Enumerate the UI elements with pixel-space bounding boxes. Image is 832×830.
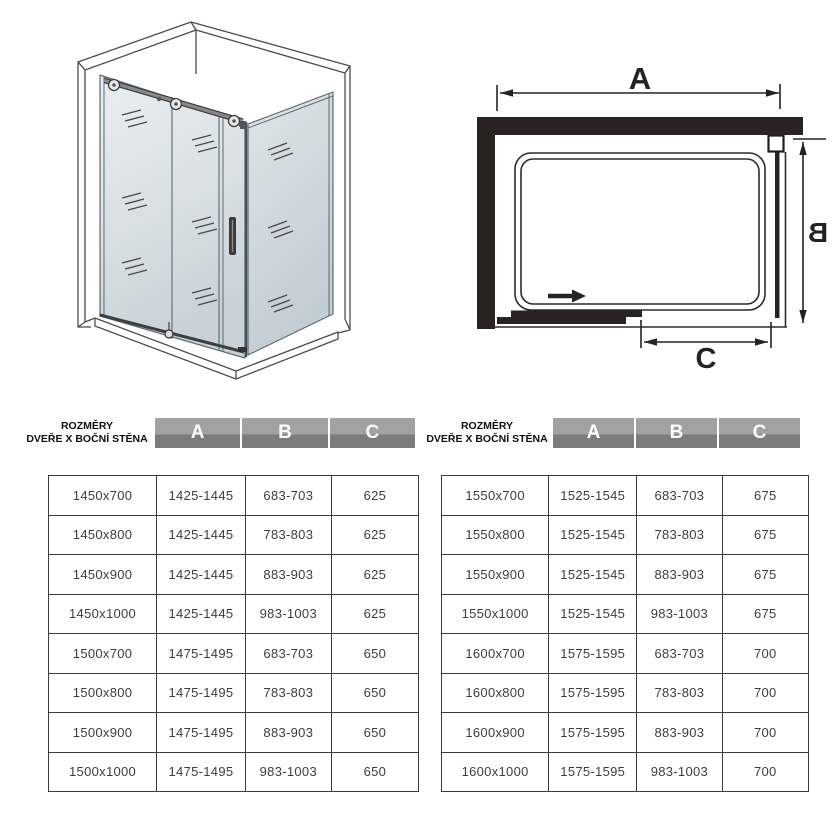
plan-diagram (477, 61, 828, 375)
column-header-a: A (553, 418, 634, 448)
table-row (49, 516, 418, 556)
dimension-arrow (766, 89, 779, 96)
dimension-cell: 983-1003 (637, 753, 722, 792)
table-row (49, 753, 418, 792)
size-cell: 1550x900 (442, 555, 549, 594)
dimension-cell: 675 (753, 606, 777, 622)
dimension-cell: 983-1003 (246, 753, 332, 792)
size-cell: 1600x1000 (442, 753, 549, 792)
side-wall-bar (477, 117, 495, 329)
size-cell: 1500x700 (49, 634, 157, 673)
dimension-cell: 1525-1545 (549, 516, 637, 555)
door-handle (229, 217, 236, 255)
size-cell: 1600x700 (442, 634, 549, 673)
dimension-cell: 625 (363, 606, 387, 622)
table-title (20, 417, 154, 449)
dimension-arrow (500, 89, 513, 96)
side-panel-glass (248, 92, 333, 355)
bottom-guide (238, 347, 247, 352)
table-header (155, 418, 415, 448)
dimension-cell: 1525-1545 (549, 476, 637, 515)
dimension-arrow (755, 338, 768, 345)
dimension-cell: 1525-1545 (549, 555, 637, 594)
slide-direction-arrow-icon (548, 290, 586, 303)
dimension-cell: 983-1003 (246, 595, 332, 634)
left-wall (78, 22, 196, 70)
size-cell: 1450x800 (49, 516, 157, 555)
dimension-cell: 883-903 (246, 713, 332, 752)
table-row (442, 713, 808, 753)
dimension-cell: 1525-1545 (549, 595, 637, 634)
dimension-cell: 783-803 (246, 516, 332, 555)
size-cell: 1600x900 (442, 713, 549, 752)
dimension-cell: 1425-1445 (157, 476, 246, 515)
table-title-line1: ROZMĚRY (60, 420, 114, 432)
size-cell: 1450x700 (49, 476, 157, 515)
dim-a-label: A (628, 61, 652, 96)
dimension-cell: 1575-1595 (549, 674, 637, 713)
dimension-table (48, 475, 419, 792)
dimension-cell: 683-703 (637, 634, 722, 673)
dimension-cell: 783-803 (246, 674, 332, 713)
door-panels (497, 311, 642, 325)
dimension-cell: 1475-1495 (157, 713, 246, 752)
table-row (49, 674, 418, 714)
size-cell: 1600x800 (442, 674, 549, 713)
fixed-glass-line (775, 152, 780, 318)
dim-b-label: B (807, 217, 829, 248)
dimension-arrow (799, 310, 806, 323)
size-cell: 1500x900 (49, 713, 157, 752)
back-wall (191, 22, 350, 73)
dimension-cell: 625 (363, 566, 387, 582)
dimension-cell: 625 (363, 527, 387, 543)
table-title (420, 417, 554, 449)
column-header-b: B (242, 418, 327, 448)
dimension-arrow (799, 142, 806, 155)
column-header-a: A (155, 418, 240, 448)
dimension-cell: 700 (753, 645, 777, 661)
size-cell: 1550x800 (442, 516, 549, 555)
shower-tray-outline (515, 153, 765, 310)
table-row (49, 476, 418, 516)
dimension-cell: 625 (363, 487, 387, 503)
table-row (49, 634, 418, 674)
column-header-c: C (719, 418, 800, 448)
table-row (442, 476, 808, 516)
bottom-roller-icon (165, 330, 173, 338)
dimension-cell: 683-703 (246, 476, 332, 515)
dimension-cell: 1425-1445 (157, 516, 246, 555)
table-row (49, 555, 418, 595)
dimension-cell: 675 (753, 527, 777, 543)
dimension-cell: 883-903 (637, 713, 722, 752)
dimension-cell: 783-803 (637, 516, 722, 555)
dimension-cell: 1475-1495 (157, 674, 246, 713)
dimension-cell: 675 (753, 487, 777, 503)
dim-c-label: C (695, 343, 717, 375)
size-cell: 1450x1000 (49, 595, 157, 634)
left-wall-edge (78, 62, 85, 327)
dimension-cell: 650 (363, 764, 387, 780)
dimension-cell: 650 (363, 724, 387, 740)
dimension-cell: 1425-1445 (157, 555, 246, 594)
dimension-cell: 650 (363, 645, 387, 661)
size-cell: 1550x1000 (442, 595, 549, 634)
table-row (442, 634, 808, 674)
table-row (442, 753, 808, 792)
dimension-cell: 650 (363, 685, 387, 701)
dimension-cell: 700 (753, 685, 777, 701)
size-cell: 1500x800 (49, 674, 157, 713)
dimension-cell: 983-1003 (637, 595, 722, 634)
shower-3d-illustration (78, 22, 350, 379)
wall-profile-square (769, 136, 784, 152)
table-title-line1: ROZMĚRY (460, 420, 514, 432)
dimension-cell: 683-703 (246, 634, 332, 673)
floor-line-left (85, 318, 95, 322)
table-row (49, 595, 418, 635)
dimension-cell: 883-903 (637, 555, 722, 594)
table-title-line2: DVEŘE X BOČNÍ STĚNA (426, 433, 548, 445)
dimension-table (441, 475, 809, 792)
dimension-cell: 700 (753, 724, 777, 740)
table-row (442, 516, 808, 556)
dimension-cell: 1575-1595 (549, 753, 637, 792)
table-title-line2: DVEŘE X BOČNÍ STĚNA (26, 433, 148, 445)
top-wall-bar (477, 117, 803, 135)
dimension-cell: 1475-1495 (157, 634, 246, 673)
dimension-cell: 783-803 (637, 674, 722, 713)
table-header (553, 418, 800, 448)
top-illustrations (0, 0, 832, 412)
table-row (442, 674, 808, 714)
dimension-cell: 683-703 (637, 476, 722, 515)
table-row (442, 595, 808, 635)
size-cell: 1550x700 (442, 476, 549, 515)
dimension-cell: 675 (753, 566, 777, 582)
dimension-cell: 1575-1595 (549, 713, 637, 752)
dimension-cell: 1425-1445 (157, 595, 246, 634)
dimension-cell: 700 (753, 764, 777, 780)
dimension-cell: 883-903 (246, 555, 332, 594)
table-row (442, 555, 808, 595)
back-wall-edge (345, 66, 350, 330)
floor-line-right (338, 330, 350, 333)
size-cell: 1450x900 (49, 555, 157, 594)
dimension-cell: 1575-1595 (549, 634, 637, 673)
column-header-c: C (330, 418, 415, 448)
dimension-cell: 1475-1495 (157, 753, 246, 792)
column-header-b: B (636, 418, 717, 448)
table-row (49, 713, 418, 753)
dimension-arrow (644, 338, 657, 345)
size-cell: 1500x1000 (49, 753, 157, 792)
